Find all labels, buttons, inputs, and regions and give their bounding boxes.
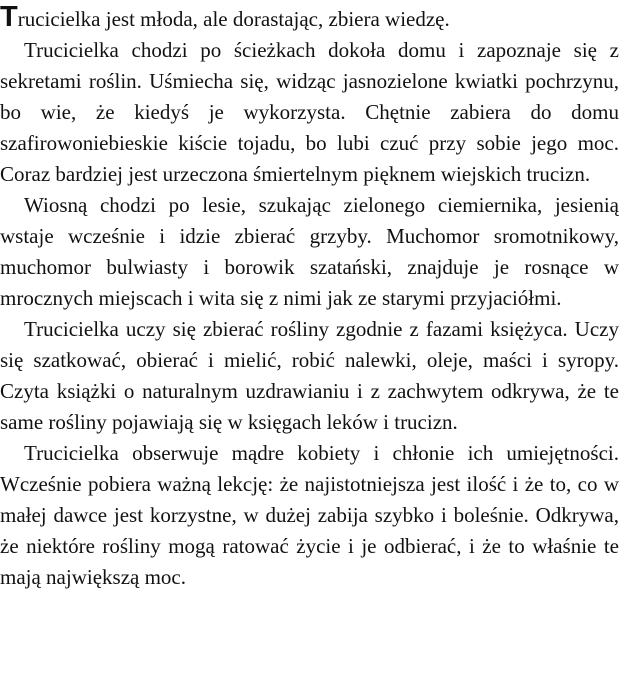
opening-line-text: rucicielka jest młoda, ale dorastając, zbiera wiedzę. bbox=[17, 7, 450, 31]
paragraph-2: Wiosną chodzi po lesie, szukając zielonego ciemiernika, jesienią wstaje wcześnie i idzie zbierać grzyby. Muchomor sromotnikowy, muchomor bulwiasty i borowik szatański, znajduje je rosnące w mrocznych miejscach i wita się z nimi jak ze starymi przyjaciółmi. bbox=[0, 193, 619, 310]
paragraph-3: Trucicielka uczy się zbierać rośliny zgodnie z fazami księżyca. Uczy się szatkować, obierać i mielić, robić nalewki, oleje, maści i syropy. Czyta książki o naturalnym uzdrawianiu i z zachwytem odkrywa, że te same rośliny pojawiają się w księgach leków i trucizn. bbox=[0, 317, 619, 434]
paragraph-1: Trucicielka chodzi po ścieżkach dokoła domu i zapoznaje się z sekretami roślin. Uśmiecha się, widząc jasnozielone kwiatki pochrzynu, bo wie, że kiedyś je wykorzysta. Chętnie zabiera do domu szafirowoniebieskie kiście tojadu, bo lubi czuć przy sobie jego moc. Coraz bardziej jest urzeczona śmiertelnym pięknem wiejskich trucizn. bbox=[0, 38, 619, 186]
opening-line bbox=[0, 1, 619, 35]
drop-cap-letter: T bbox=[0, 1, 18, 33]
paragraph-4: Trucicielka obserwuje mądre kobiety i chłonie ich umiejętności. Wcześnie pobiera ważną lekcję: że najistotniejsza jest ilość i że to, co w małej dawce jest korzystne, w dużej zabija szybko i boleśnie. Odkrywa, że niektóre rośliny mogą ratować życie i je odbierać, i że to właśnie te mają największą moc. bbox=[0, 441, 619, 589]
